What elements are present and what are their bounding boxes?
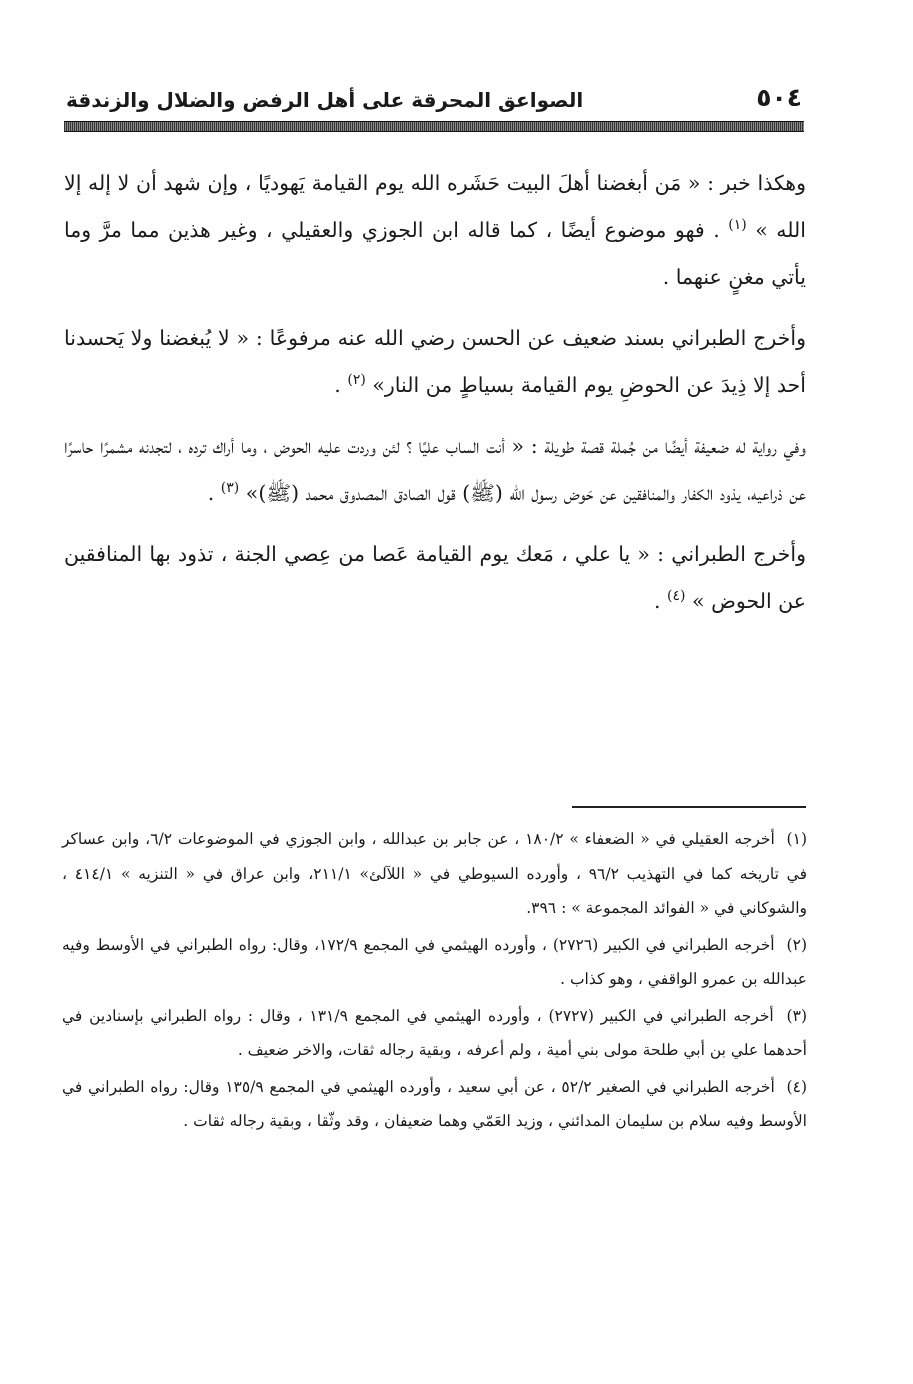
footnote-ref-2: (٢) [347,372,366,389]
footnote-text: أخرجه الطبراني في الكبير (٢٧٢٦) ، وأورده الهيثمي في المجمع ١٧٢/٩، وقال: رواه الطبراني في الأوسط وفيه عبدالله بن عمرو الواقفي ، وهو كذاب . [62,935,807,988]
footnote-text: أخرجه الطبراني في الصغير ٥٢/٢ ، عن أبي سعيد ، وأورده الهيثمي في المجمع ١٣٥/٩ وقال: رواه الطبراني في الأوسط وفيه سلام بن سليمان المدائني ، وزيد العَمّي وهما ضعيفان ، وقد وثّقا ، وبقية رجاله ثقات . [62,1077,807,1130]
paragraph-4-text-a: وأخرج الطبراني : « يا علي ، مَعك يوم القيامة عَصا من عِصي الجنة ، تذود بها المنافقين عن الحوض » [64,542,806,613]
footnote-text: أخرجه العقيلي في « الضعفاء » ١٨٠/٢ ، عن جابر بن عبدالله ، وابن الجوزي في الموضوعات ٦/٢، وابن عساكر في تاريخه كما في التهذيب ٩٦/٢ ، وأورده السيوطي في « اللآلئ» ٢١١/١، وابن عراق في « التنزيه » ٤١٤/١ ، والشوكاني في « الفوائد المجموعة » : ٣٩٦. [62,830,807,917]
footnote-3 [62,999,807,1068]
paragraph-4 [64,531,806,625]
footnotes [62,822,807,1141]
page-number: ٥٠٤ [756,83,802,112]
footnote-1 [62,822,807,926]
paragraph-2-text-b: . [334,373,341,397]
paragraph-1-text-b: . فهو موضوع أيضًا ، كما قاله ابن الجوزي والعقيلي ، وغير هذين مما مرَّ وما يأتي مغنٍ عنهما . [64,218,806,289]
footnote-ref-3: (٣) [220,480,240,497]
footnote-4 [62,1070,807,1139]
footnote-ref-4: (٤) [667,588,686,605]
footnote-2 [62,928,807,997]
header-rule [64,121,804,132]
paragraph-1 [64,160,806,301]
paragraph-4-text-b: . [653,589,661,613]
main-text [64,160,806,625]
footnote-text: أخرجه الطبراني في الكبير (٢٧٢٧) ، وأورده الهيثمي في المجمع ١٣١/٩ ، وقال : رواه الطبراني بإسنادين في أحدهما علي بن أبي طلحة مولى بني أمية ، ولم أعرفه ، وبقية رجاله ثقات، والاخر ضعيف . [62,1006,807,1059]
footnote-number: (٤) [786,1077,807,1096]
footnote-number: (٣) [786,1006,807,1025]
paragraph-2-text-a: وأخرج الطبراني بسند ضعيف عن الحسن رضي الله عنه مرفوعًا : « لا يُبغضنا ولا يَحسدنا أحد إلا ذِيدَ عن الحوضِ يوم القيامة بسياطٍ من النار» [64,326,806,397]
paragraph-3-text-a: وفي رواية له ضعيفة أيضًا من جُملة قصة طويلة : « أنت الساب عليًا ؟ لئن وردت عليه الحوض ، وما أراك ترده ، لتجدنه مشمرًا حاسرًا عن ذراعيه، يذود الكفار والمنافقين عن حَوض رسول الله (ﷺ) قول الصادق المصدوق محمد (ﷺ)» [64,434,806,505]
footnote-number: (٢) [786,935,807,954]
paragraph-1-text-a: وهكذا خبر : « مَن أبغضنا أهلَ البيت حَشَره الله يوم القيامة يَهوديًا ، وإن شهد أن لا إله إلا الله » [64,171,806,242]
footnote-number: (١) [786,830,807,848]
footnote-ref-1: (١) [728,217,747,234]
paragraph-3-text-b: . [207,481,215,505]
paragraph-2 [64,315,806,409]
page-header [66,82,802,112]
running-title: الصواعق المحرقة على أهل الرفض والضلال والزندقة [66,88,584,112]
footnote-separator [572,806,806,808]
paragraph-3 [64,423,806,517]
